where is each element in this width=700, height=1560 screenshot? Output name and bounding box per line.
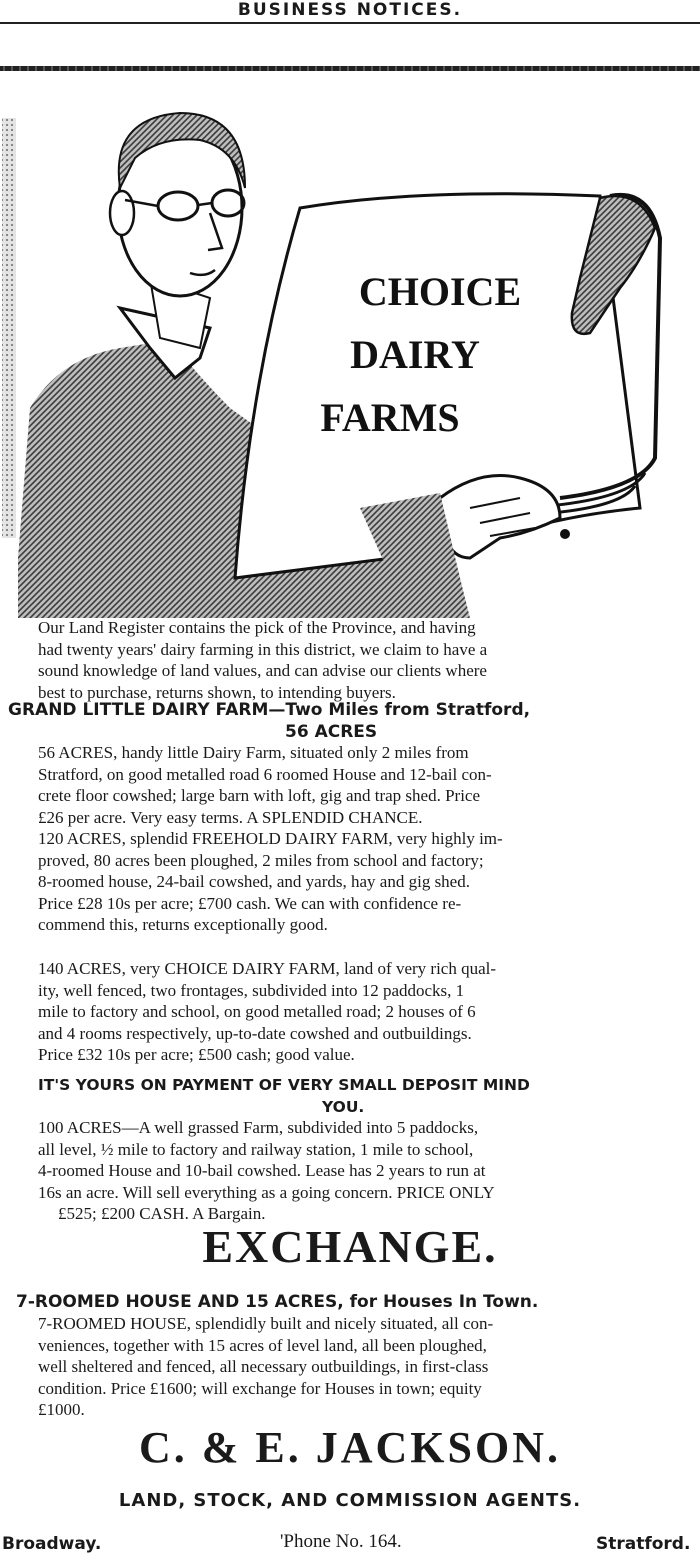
section-title: BUSINESS NOTICES. — [237, 0, 463, 20]
listing-line: 120 ACRES, splendid FREEHOLD DAIRY FARM, very highly im- — [38, 829, 503, 848]
footer-phone: 'Phone No. 164. — [280, 1531, 402, 1552]
firm-name: C. & E. JACKSON. — [138, 1423, 562, 1472]
listing-line: 7-ROOMED HOUSE, splendidly built and nicely situated, all con- — [38, 1314, 494, 1333]
listing-line: £1000. — [38, 1400, 85, 1419]
listing-line: condition. Price £1600; will exchange for Houses in town; equity — [38, 1378, 482, 1398]
listing-line: crete floor cowshed; large barn with loft, gig and trap shed. Price — [38, 786, 481, 805]
exchange-title: EXCHANGE. — [202, 1221, 498, 1272]
scroll-line-1: CHOICE — [358, 269, 522, 314]
listing-line: and 4 rooms respectively, up-to-date cowshed and outbuildings. — [38, 1023, 472, 1043]
scroll-line-2: DAIRY — [350, 332, 480, 377]
intro-line: sound knowledge of land values, and can advise our clients where — [38, 661, 487, 680]
listing-line: 4-roomed House and 10-bail cowshed. Lease has 2 years to run at — [38, 1161, 486, 1180]
listing-line: mile to factory and school, on good metalled road; 2 houses of 6 — [38, 1002, 476, 1021]
footer-right-town: Stratford. — [596, 1534, 691, 1554]
listing-140-acres — [38, 958, 658, 1066]
acres-subheading: 56 ACRES — [285, 722, 378, 742]
header-rule — [0, 22, 700, 24]
intro-line: best to purchase, returns shown, to intending buyers. — [38, 682, 396, 702]
listing-line: veniences, together with 15 acres of level land, all been ploughed, — [38, 1335, 487, 1355]
small-deposit-heading-2: YOU. — [322, 1098, 365, 1116]
listing-line: 100 ACRES—A well grassed Farm, subdivided into 5 paddocks, — [38, 1118, 479, 1137]
listing-7-roomed-house — [38, 1313, 668, 1421]
listing-line: proved, 80 acres been ploughed, 2 miles from school and factory; — [38, 850, 484, 870]
footer-left-address: Broadway. — [2, 1534, 102, 1554]
listing-line: £26 per acre. Very easy terms. A SPLENDID CHANCE. — [38, 807, 423, 827]
listing-120-acres — [38, 828, 658, 936]
listing-line: ity, well fenced, two frontages, subdivided into 12 paddocks, 1 — [38, 980, 465, 1000]
scroll-line-3: FARMS — [320, 395, 460, 440]
listing-line: 56 ACRES, handy little Dairy Farm, situated only 2 miles from — [38, 743, 469, 762]
firm-trade: LAND, STOCK, AND COMMISSION AGENTS. — [118, 1490, 582, 1511]
listing-100-acres — [38, 1117, 668, 1225]
listing-line: all level, ½ mile to factory and railway station, 1 mile to school, — [38, 1139, 474, 1159]
intro-line: had twenty years' dairy farming in this district, we claim to have a — [38, 639, 488, 659]
listing-line: Price £28 10s per acre; £700 cash. We can with confidence re- — [38, 893, 462, 913]
listing-line: 140 ACRES, very CHOICE DAIRY FARM, land of very rich qual- — [38, 959, 497, 978]
intro-paragraph — [38, 617, 658, 703]
agent-illustration — [0, 78, 700, 618]
listing-line: 8-roomed house, 24-bail cowshed, and yards, hay and gig shed. — [38, 872, 470, 891]
intro-line: Our Land Register contains the pick of the Province, and having — [38, 618, 476, 637]
listing-56-acres — [38, 742, 658, 828]
listing-line: Stratford, on good metalled road 6 roomed House and 12-bail con- — [38, 764, 492, 784]
advert-top-border — [0, 66, 700, 71]
grand-little-dairy-heading: GRAND LITTLE DAIRY FARM—Two Miles from Stratford, — [8, 700, 531, 720]
listing-line: Price £32 10s per acre; £500 cash; good value. — [38, 1045, 355, 1064]
listing-line: 16s an acre. Will sell everything as a going concern. PRICE ONLY — [38, 1182, 495, 1202]
listing-line: commend this, returns exceptionally good. — [38, 915, 328, 934]
listing-line: £525; £200 CASH. A Bargain. — [58, 1204, 266, 1223]
listing-line: well sheltered and fenced, all necessary outbuildings, in first-class — [38, 1357, 489, 1376]
house-and-acres-heading: 7-ROOMED HOUSE AND 15 ACRES, for Houses In Town. — [16, 1292, 539, 1312]
small-deposit-heading: IT'S YOURS ON PAYMENT OF VERY SMALL DEPOSIT MIND — [38, 1076, 530, 1094]
